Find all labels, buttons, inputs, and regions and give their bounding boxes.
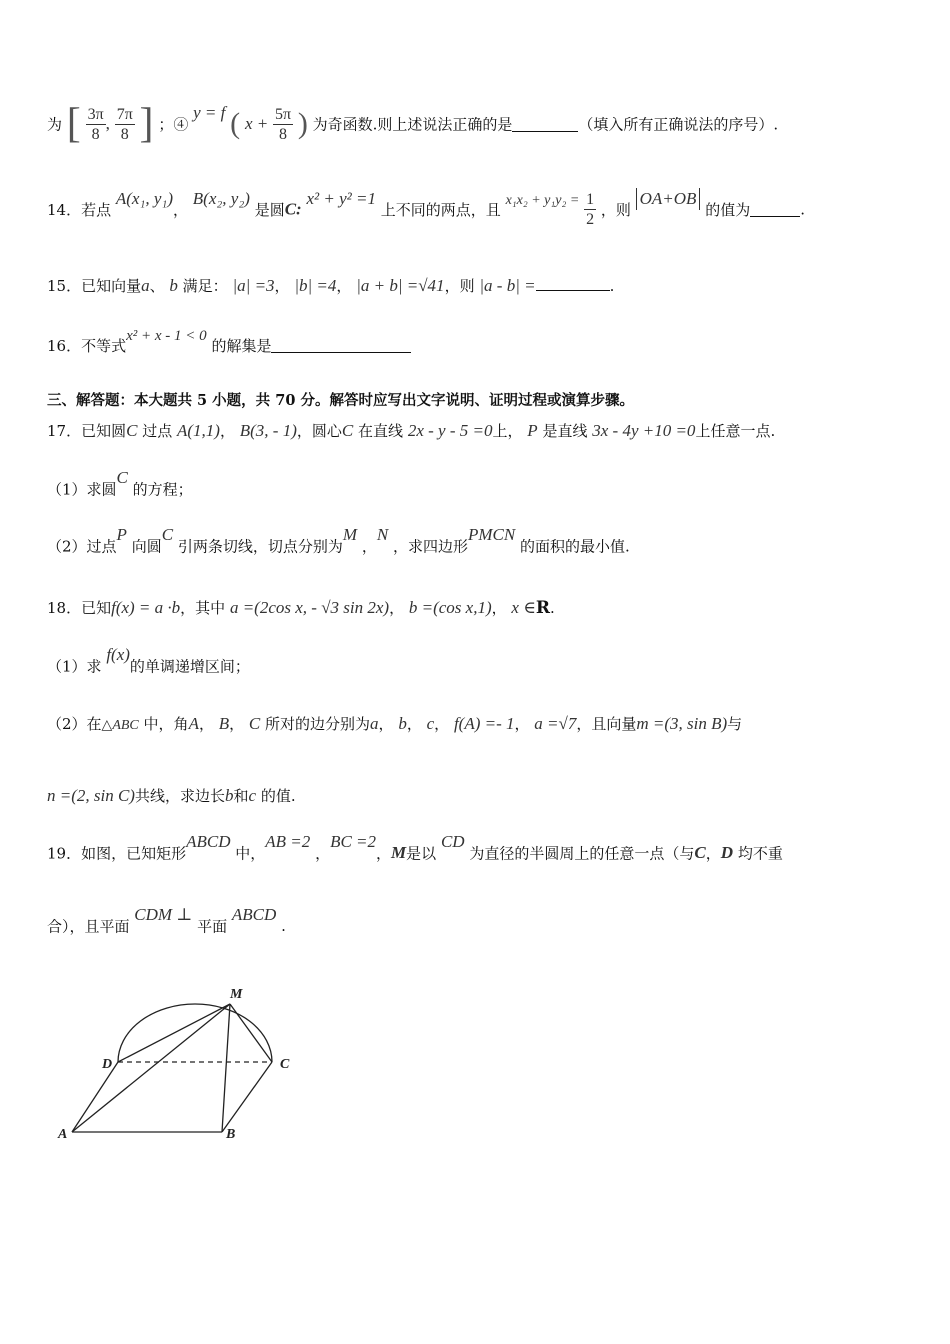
q19-number: 19．如图，已知矩形 <box>47 844 187 863</box>
q17-line-2-equation: 3x - 4y +10 =0 <box>592 421 696 440</box>
q18-part-2: （2）在△ABC 中，角A， B， C 所对的边分别为a， b， c， f(A) =- 1， a =√7，且向量m =(3, sin B)与 <box>47 714 743 733</box>
q13-pre-text: 为 <box>47 115 63 134</box>
q19-line: 19．如图，已知矩形ABCD 中，AB =2 ，BC =2，M是以 CD 为直径的半圆周上的任意一点（与C，D 均不重 <box>47 832 783 863</box>
label-a: A <box>58 1127 68 1142</box>
q13-hint: （填入所有正确说法的序号）. <box>578 115 779 134</box>
q13-function: y = f <box>193 103 226 122</box>
q14-circle-equation: x² + y² =1 <box>306 188 376 208</box>
q18-vector-m: m =(3, sin B) <box>636 714 728 733</box>
left-bracket: [ <box>66 101 81 147</box>
q17-part-2: （2）过点P 向圆C 引两条切线，切点分别为M ，N ，求四边形PMCN 的面积的最小值. <box>47 525 630 556</box>
q13-arg-fraction: $\frac{5\pi}{8}$ <box>275 105 292 143</box>
q14-half-fraction: $\frac{1}{2}$ <box>586 191 595 228</box>
edge-bc <box>222 1062 272 1132</box>
q18-part-1: （1）求 f(x)的单调递增区间； <box>47 645 250 676</box>
q18-vector-n: n =(2, sin C) <box>47 786 135 805</box>
q19-line-2: 合），且平面 CDM ⊥ 平面 ABCD . <box>47 905 286 936</box>
quadrilateral-name: PMCN <box>467 525 516 544</box>
q15-line: 15．已知向量a、 b 满足： |a| =3， |b| =4， |a + b| =√41，则 |a - b| = . <box>47 276 615 295</box>
interval-upper-fraction: $\frac{7\pi}{8}$ <box>116 105 133 143</box>
q13-answer-blank <box>512 117 578 132</box>
q16-line <box>47 327 411 356</box>
q18-vector-a: a =(2cos x, - √3 sin 2x) <box>229 598 390 617</box>
label-b: B <box>226 1127 236 1142</box>
q15-text-1: 满足： <box>182 277 228 295</box>
q14-point-a: A(x₁, y₁) <box>115 188 173 208</box>
q14-point-b: B(x₂, y₂) <box>192 188 250 208</box>
q17-number: 17．已知圆 <box>47 422 127 440</box>
q13-statement: 为奇函数.则上述说法正确的是 <box>312 115 513 134</box>
vector-b: b <box>169 276 178 295</box>
q15-expression: |a - b| = <box>479 276 536 295</box>
q15-number: 15．已知向量 <box>47 277 142 295</box>
q15-condition-1: |a| =3 <box>232 276 275 295</box>
q15-condition-3: |a + b| =√41 <box>356 276 445 295</box>
q14-text-2: 上不同的两点，且 <box>380 201 501 219</box>
q14-text-1: 是圆 <box>254 201 285 219</box>
q14-text-3: ，则 <box>600 201 631 219</box>
q13-tail-line: 为 [ $\frac{3\pi}{8}$ , $\frac{7\pi}{8}$ ] ；④ y = f ( x + $\frac{5\pi}{8}$ ) 为奇函数.则上述说法正确的是 （填入所有正确说法的序号）. <box>47 101 779 147</box>
real-numbers-symbol: R <box>535 598 550 618</box>
q14-condition: x₁x₂ + y₁y₂ = <box>505 192 580 208</box>
q14-expression: OA+OB <box>636 188 701 210</box>
section-3-header: 三、解答题：本大题共 5 小题，共 70 分。解答时应写出文字说明、证明过程或演算步骤。 <box>47 392 634 409</box>
q17-line: 17．已知圆C 过点 A(1,1)， B(3, - 1)，圆心C 在直线 2x - y - 5 =0上， P 是直线 3x - 4y +10 =0上任意一点. <box>47 421 776 440</box>
q13-arg-x: x + <box>244 114 269 133</box>
interval-lower-fraction: $\frac{3\pi}{8}$ <box>87 105 104 143</box>
label-d: D <box>102 1057 113 1072</box>
q18-number: 18．已知 <box>47 599 112 617</box>
edge-da <box>72 1062 118 1132</box>
segment-mb <box>222 1004 230 1132</box>
q16-answer-blank <box>271 338 411 353</box>
q14-circle-name: C: <box>284 199 302 219</box>
q17-point-b: B(3, - 1) <box>239 421 297 440</box>
q18-vector-b: b =(cos x,1) <box>408 598 492 617</box>
segment-mc <box>230 1004 272 1062</box>
geometry-figure <box>50 980 350 1150</box>
q15-answer-blank <box>536 276 610 291</box>
right-bracket: ] <box>139 101 154 147</box>
label-m: M <box>230 987 243 1002</box>
q17-line-1-equation: 2x - y - 5 =0 <box>407 421 493 440</box>
q16-text: 的解集是 <box>211 337 272 355</box>
q14-text-4: 的值为 <box>705 201 751 219</box>
segment-md <box>118 1004 230 1062</box>
vector-a: a <box>141 276 150 295</box>
q18-part-2-cont: n =(2, sin C)共线，求边长b和c 的值. <box>47 786 296 805</box>
q13-separator: ；④ <box>158 115 189 134</box>
label-c: C <box>280 1057 290 1072</box>
q17-part-1: （1）求圆C 的方程； <box>47 468 193 499</box>
q17-point-a: A(1,1) <box>177 421 220 440</box>
q16-number: 16．不等式 <box>47 337 127 355</box>
q16-inequality: x² + x - 1 < 0 <box>126 327 207 344</box>
segment-ma <box>72 1004 230 1132</box>
q14-number: 14．若点 <box>47 201 112 219</box>
q14-answer-blank <box>750 202 800 217</box>
q18-function: f(x) = a ·b <box>111 598 181 617</box>
q15-condition-2: |b| =4 <box>294 276 337 295</box>
q18-line: 18．已知f(x) = a ·b，其中 a =(2cos x, - √3 sin 2x)， b =(cos x,1)， x ∈R. <box>47 598 555 618</box>
q14-line: 14．若点 A(x₁, y₁)， B(x₂, y₂) 是圆C: x² + y² =1 上不同的两点，且 x₁x₂ + y₁y₂ = $\frac{1}{2}$ ，则 OA+OB 的值为 . <box>47 188 806 228</box>
